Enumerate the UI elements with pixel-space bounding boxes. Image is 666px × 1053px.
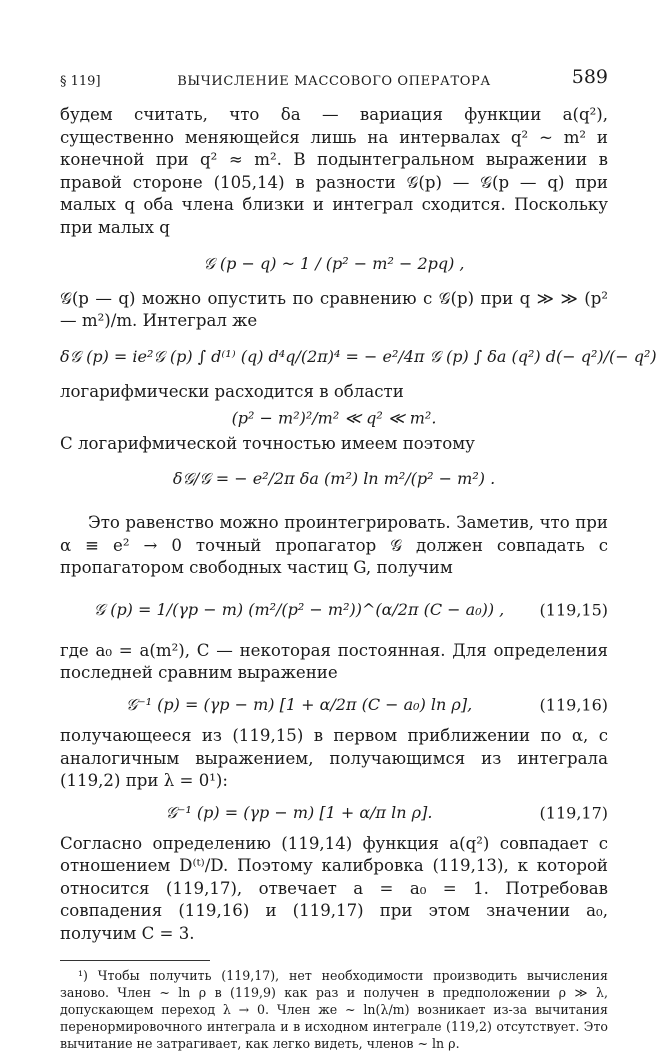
section-marker: § 119] (60, 74, 101, 89)
book-page (60, 66, 657, 1053)
equation-3: (p² − m²)²/m² ≪ q² ≪ m². (231, 408, 437, 428)
paragraph-7: получающееся из (119,15) в первом приближении по α, с аналогичным выражением, получающимся из интеграла (119,2) при λ = 0¹): (60, 725, 608, 791)
footnote-divider (60, 960, 210, 961)
equation-2: δ𝒢 (p) = ie²𝒢 (p) ∫ d⁽¹⁾ (q) d⁴q/(2π)⁴ = − e²/4π 𝒢 (p) ∫ δa (q²) d(− q²)/(− q²) (60, 346, 657, 366)
footnote: ¹) Чтобы получить (119,17), нет необходимости производить вычисления заново. Член ~ ln ρ в (119,9) как раз и получен в предположении ρ ≫ λ, допускающем переход λ → 0. Член же ~ ln(λ/m) возникает из-за вычитания перенормировочного интеграла и в исходном интеграле (119,2) отсутствует. Это вычитание не затрагивает, как легко видеть, членов ~ ln ρ. (60, 967, 608, 1052)
paragraph-8: Согласно определению (119,14) функция a(q²) совпадает с отношением D⁽ᵗ⁾/D. Поэтому калибровка (119,13), к которой относится (119,17), отвечает a = a₀ = 1. Потребовав совпадения (119,16) и (119,17) при этом значении a₀, получим C = 3. (60, 833, 608, 944)
paragraph-6: где a₀ = a(m²), C — некоторая постоянная. Для определения последней сравним выражение (60, 640, 608, 683)
equation-119-15: 𝒢 (p) = 1/(γp − m) (m²/(p² − m²))^(α/2π (C − a₀)) , (119,15) (93, 599, 608, 620)
equation-119-17: 𝒢⁻¹ (p) = (γp − m) [1 + α/π ln ρ]. (119,17) (165, 802, 608, 823)
paragraph-1: будем считать, что δa — вариация функции a(q²), существенно меняющейся лишь на интервалах q² ~ m² и конечной при q² ≈ m². В подынтегральном выражении в правой стороне (105,14) в разности 𝒢(p) — 𝒢(p — q) при малых q оба члена близки и интеграл сходится. Поскольку при малых q (60, 105, 608, 237)
equation-119-16: 𝒢⁻¹ (p) = (γp − m) [1 + α/2π (C − a₀) ln ρ], (119,16) (125, 694, 608, 715)
paragraph-2: 𝒢(p — q) можно опустить по сравнению с 𝒢(p) при q ≫ ≫ (p² — m²)/m. Интеграл же (60, 288, 608, 331)
running-title: ВЫЧИСЛЕНИЕ МАССОВОГО ОПЕРАТОРА (177, 74, 491, 89)
equation-1: 𝒢 (p − q) ~ 1 / (p² − m² − 2pq) , (203, 253, 465, 273)
paragraph-3: логарифмически расходится в области (60, 381, 404, 401)
equation-number: (119,15) (539, 600, 608, 620)
equation-number: (119,17) (539, 803, 608, 823)
equation-number: (119,16) (539, 695, 608, 715)
paragraph-5: Это равенство можно проинтегрировать. Заметив, что при α ≡ e² → 0 точный пропагатор 𝒢 должен совпадать с пропагатором свободных частиц G, получим (60, 512, 608, 578)
running-header (60, 66, 608, 94)
page-number: 589 (571, 66, 608, 88)
paragraph-4: С логарифмической точностью имеем поэтому (60, 434, 475, 454)
equation-4: δ𝒢/𝒢 = − e²/2π δa (m²) ln m²/(p² − m²) . (172, 468, 496, 488)
